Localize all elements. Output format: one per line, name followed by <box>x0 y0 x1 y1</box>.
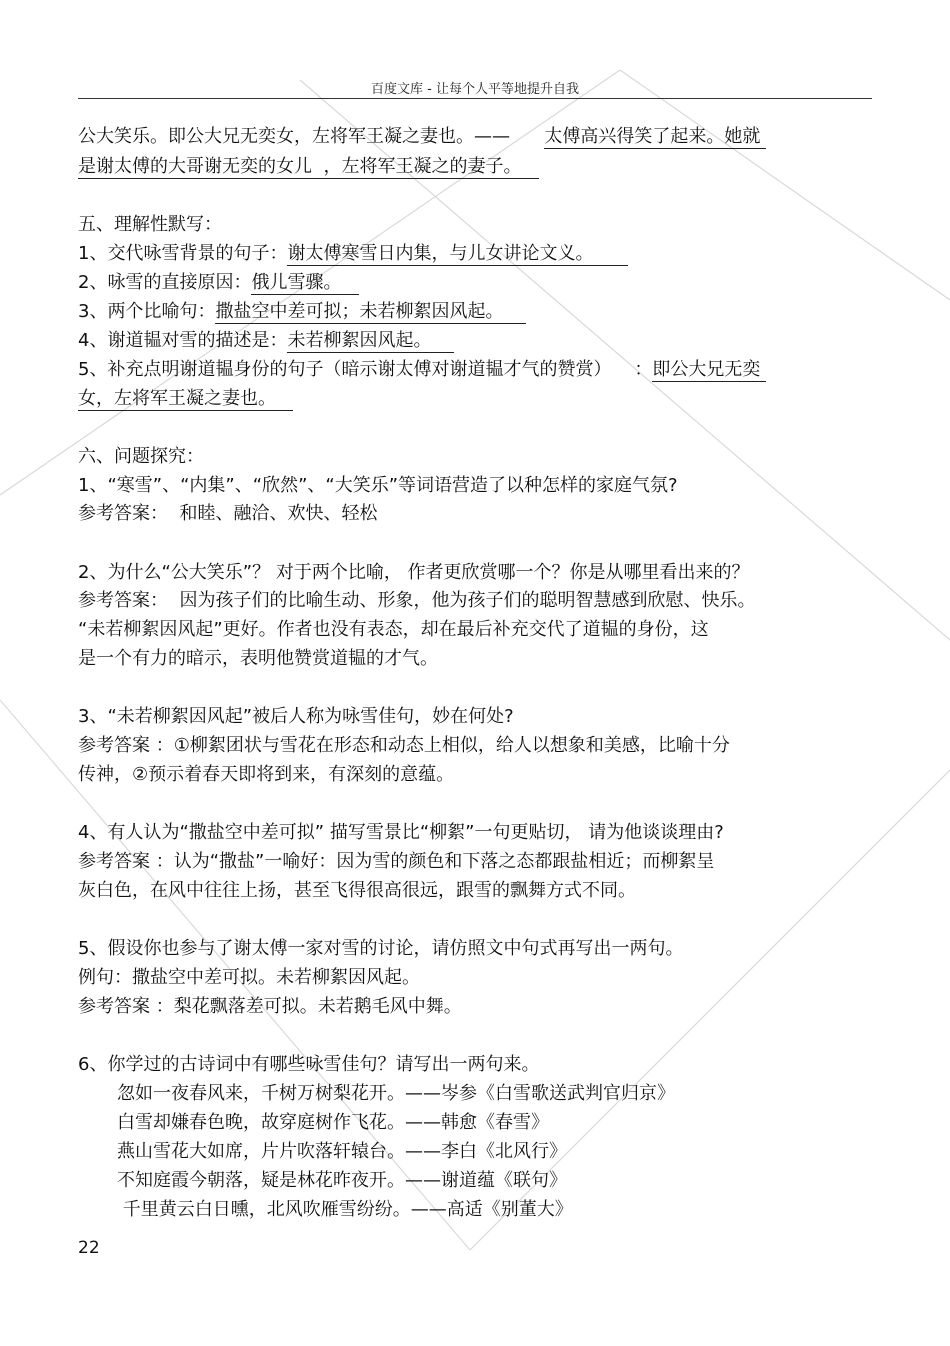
section-5-item-5-cont <box>78 386 293 412</box>
section-6-title: 六、问题探究： <box>78 446 204 467</box>
section-5-item-2: 2、咏雪的直接原因：俄儿雪骤。 <box>78 272 359 293</box>
question-6: 6、你学过的古诗词中有哪些咏雪佳句？请写出一两句来。 <box>78 1054 540 1075</box>
poem-line: 燕山雪花大如席，片片吹落轩辕台。——李白《北风行》 <box>117 1141 567 1162</box>
question-4: 4、有人认为“撒盐空中差可拟” 描写雪景比“柳絮”一句更贴切， 请为他谈谈理由? <box>78 822 724 843</box>
answer-5: 参考答案 ：梨花飘落差可拟。未若鹅毛风中舞。 <box>78 996 462 1017</box>
top-paragraph-line-1 <box>78 124 766 150</box>
answer-2-line-2: “未若柳絮因风起”更好。作者也没有表态，却在最后补充交代了道韫的身份，这 <box>78 619 709 640</box>
answer-3-line-2: 传神，②预示着春天即将到来，有深刻的意蕴。 <box>78 764 455 785</box>
section-5-title: 五、理解性默写： <box>78 214 222 235</box>
fill-answer: 即公大兄无奕 <box>652 359 767 380</box>
section-5-item-4: 4、谢道韫对雪的描述是：未若柳絮因风起。 <box>78 330 455 351</box>
section-5-item-3: 3、两个比喻句：撒盐空中差可拟；未若柳絮因风起。 <box>78 301 527 322</box>
header-divider <box>78 98 872 99</box>
answer-2-line-3: 是一个有力的暗示，表明他赞赏道韫的才气。 <box>78 648 438 669</box>
section-5-item-5: 5、补充点明谢道韫身份的句子（暗示谢太傅对谢道韫才气的赞赏） ：即公大兄无奕 <box>78 359 767 380</box>
page-number: 22 <box>78 1238 100 1258</box>
question-3: 3、“未若柳絮因风起”被后人称为咏雪佳句，妙在何处? <box>78 706 514 727</box>
question-5: 5、假设你也参与了谢太傅一家对雪的讨论，请仿照文中句式再写出一两句。 <box>78 938 684 959</box>
section-5-item-1: 1、交代咏雪背景的句子：谢太傅寒雪日内集，与儿女讲论文义。 <box>78 243 628 264</box>
fill-answer: 谢太傅寒雪日内集，与儿女讲论文义。 <box>287 243 628 264</box>
answer-2-line-1: 参考答案： 因为孩子们的比喻生动、形象，他为孩子们的聪明智慧感到欣慰、快乐。 <box>78 590 756 611</box>
fill-answer: 未若柳絮因风起。 <box>287 330 455 351</box>
poem-line: 不知庭霞今朝落，疑是林花昨夜开。——谢道蕴《联句》 <box>117 1170 567 1191</box>
poem-line: 白雪却嫌春色晚，故穿庭树作飞花。——韩愈《春雪》 <box>117 1112 549 1133</box>
fill-answer: 撒盐空中差可拟；未若柳絮因风起。 <box>215 301 527 322</box>
fill-answer: 俄儿雪骤。 <box>251 272 359 293</box>
answer-3-line-1: 参考答案 ：①柳絮团状与雪花在形态和动态上相似，给人以想象和美感，比喻十分 <box>78 735 730 756</box>
translation-answer-cont: 是谢太傅的大哥谢无奕的女儿 ，左将军王凝之的妻子。 <box>78 156 539 177</box>
page-header: 百度文库 - 让每个人平等地提升自我 <box>371 82 579 97</box>
answer-4-line-2: 灰白色，在风中往往上扬，甚至飞得很高很远，跟雪的飘舞方式不同。 <box>78 880 636 901</box>
classical-text: 公大笑乐。即公大兄无奕女，左将军王凝之妻也。—— <box>78 126 510 147</box>
poem-line: 忽如一夜春风来，千树万树梨花开。——岑参《白雪歌送武判官归京》 <box>117 1083 675 1104</box>
poem-line: 千里黄云白日曛，北风吹雁雪纷纷。——高适《别董大》 <box>117 1199 573 1220</box>
question-1: 1、“寒雪”、“内集”、“欣然”、“大笑乐”等词语营造了以种怎样的家庭气氛? <box>78 475 678 496</box>
translation-answer: 太傅高兴得笑了起来。她就 <box>544 126 767 147</box>
example-5: 例句：撒盐空中差可拟。未若柳絮因风起。 <box>78 967 420 988</box>
fill-answer-cont: 女，左将军王凝之妻也。 <box>78 388 294 409</box>
top-paragraph-line-2 <box>78 154 539 180</box>
answer-1: 参考答案： 和睦、融洽、欢快、轻松 <box>78 503 378 524</box>
answer-4-line-1: 参考答案 ：认为“撒盐”一喻好：因为雪的颜色和下落之态都跟盐相近；而柳絮呈 <box>78 851 715 872</box>
question-2: 2、为什么“公大笑乐”？ 对于两个比喻， 作者更欣赏哪一个？你是从哪里看出来的？ <box>78 562 750 583</box>
